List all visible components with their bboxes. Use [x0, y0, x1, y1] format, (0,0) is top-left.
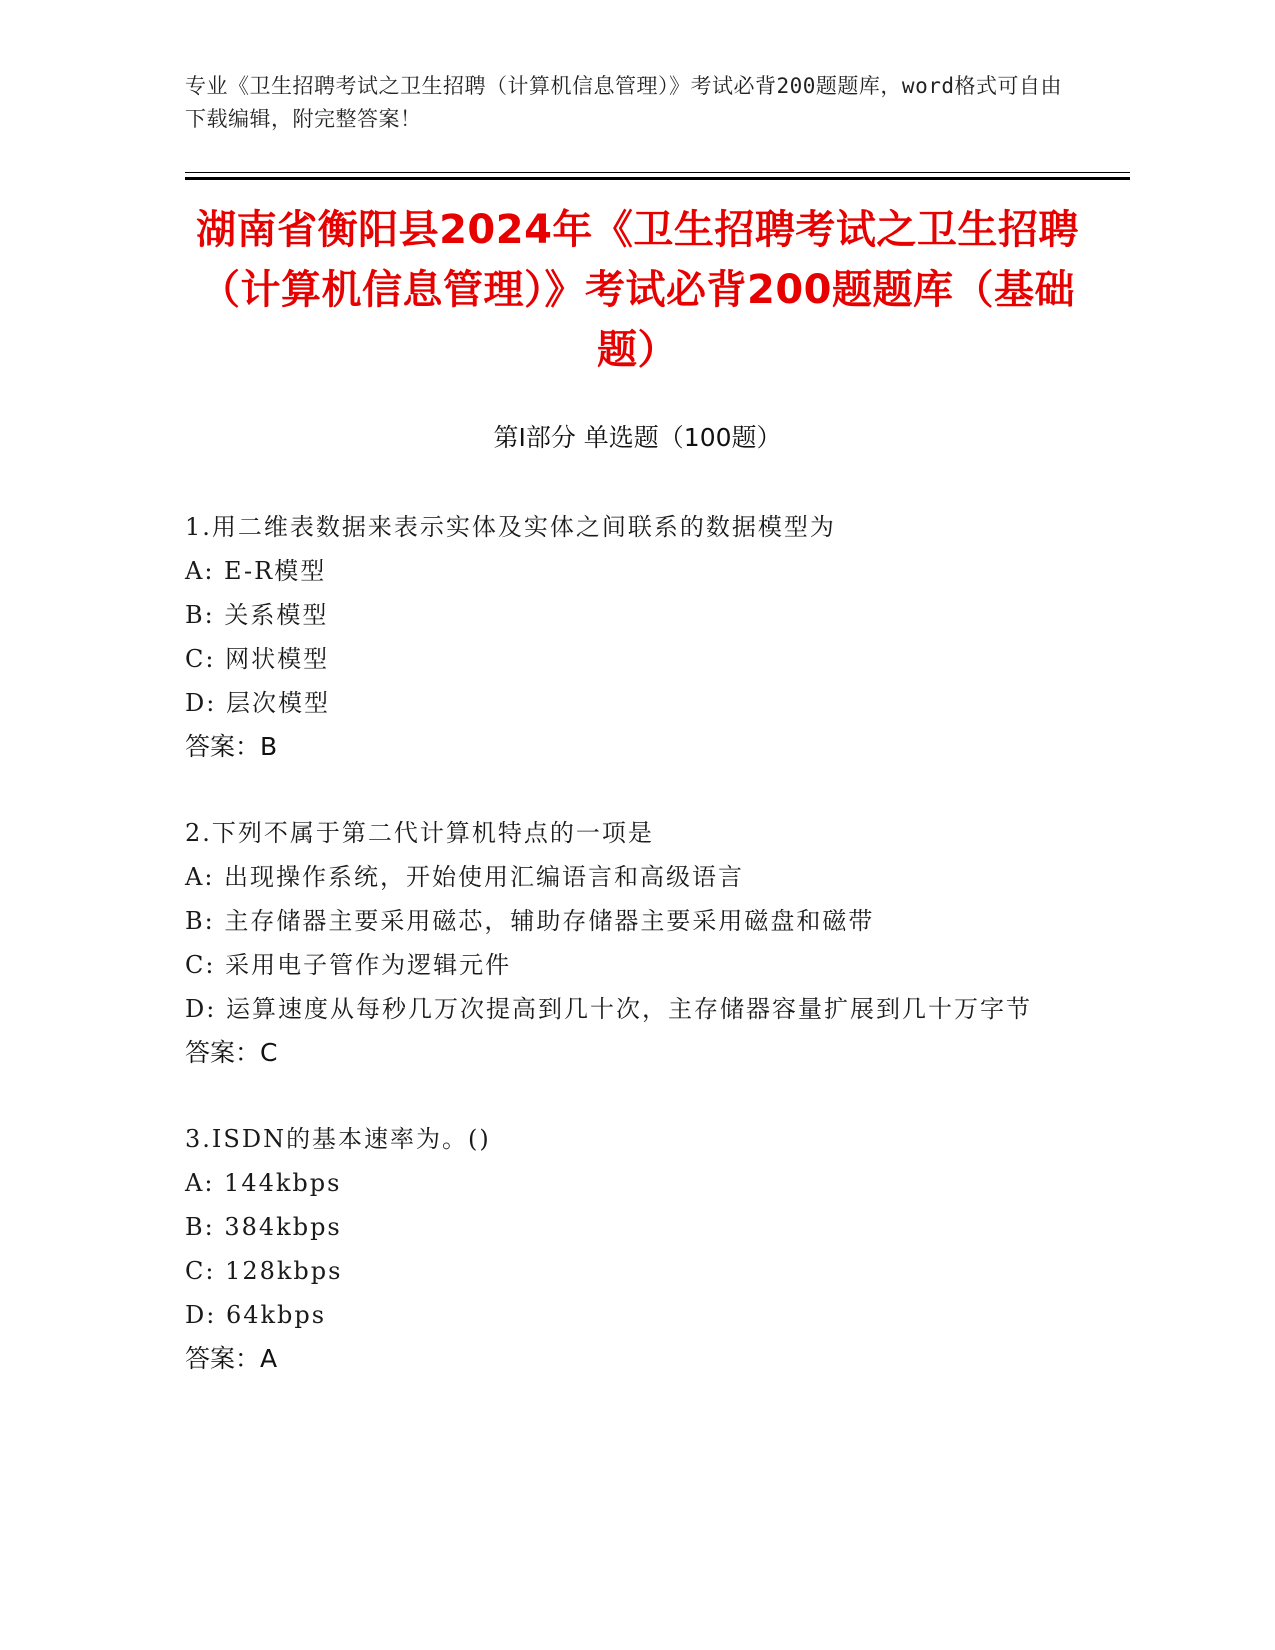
- question-item: [185, 811, 1065, 1075]
- option-a: A: 出现操作系统，开始使用汇编语言和高级语言: [185, 863, 745, 891]
- option-a: A: E-R模型: [185, 557, 327, 585]
- option-c: C: 128kbps: [185, 1257, 343, 1285]
- document-title: 湖南省衡阳县2024年《卫生招聘考试之卫生招聘（计算机信息管理）》考试必背200题题库（基础题）: [196, 207, 1079, 373]
- option-b: B: 关系模型: [185, 601, 329, 629]
- option-c: C: 采用电子管作为逻辑元件: [185, 951, 512, 979]
- option-d: D: 64kbps: [185, 1301, 327, 1329]
- question-item: [185, 505, 1065, 769]
- option-b: B: 主存储器主要采用磁芯，辅助存储器主要采用磁盘和磁带: [185, 907, 875, 935]
- header-note: 专业《卫生招聘考试之卫生招聘（计算机信息管理）》考试必背200题题库，word格式可自由下载编辑，附完整答案！: [185, 74, 1062, 131]
- question-item: [185, 1117, 1065, 1381]
- answer-line: 答案：A: [185, 1344, 278, 1373]
- question-stem: 2.下列不属于第二代计算机特点的一项是: [185, 819, 654, 847]
- answer-line: 答案：B: [185, 732, 278, 761]
- section-heading: 第Ⅰ部分 单选题（100题）: [493, 423, 782, 452]
- header-divider-thick: [185, 177, 1130, 180]
- option-c: C: 网状模型: [185, 645, 330, 673]
- option-a: A: 144kbps: [185, 1169, 342, 1197]
- question-stem: 1.用二维表数据来表示实体及实体之间联系的数据模型为: [185, 513, 836, 541]
- header-divider-thin: [185, 172, 1130, 173]
- option-d: D: 层次模型: [185, 689, 330, 717]
- question-stem: 3.ISDN的基本速率为。(): [185, 1125, 491, 1153]
- option-b: B: 384kbps: [185, 1213, 342, 1241]
- answer-line: 答案：C: [185, 1038, 278, 1067]
- question-list: [185, 505, 1065, 1381]
- option-d: D: 运算速度从每秒几万次提高到几十次，主存储器容量扩展到几十万字节: [185, 995, 1032, 1023]
